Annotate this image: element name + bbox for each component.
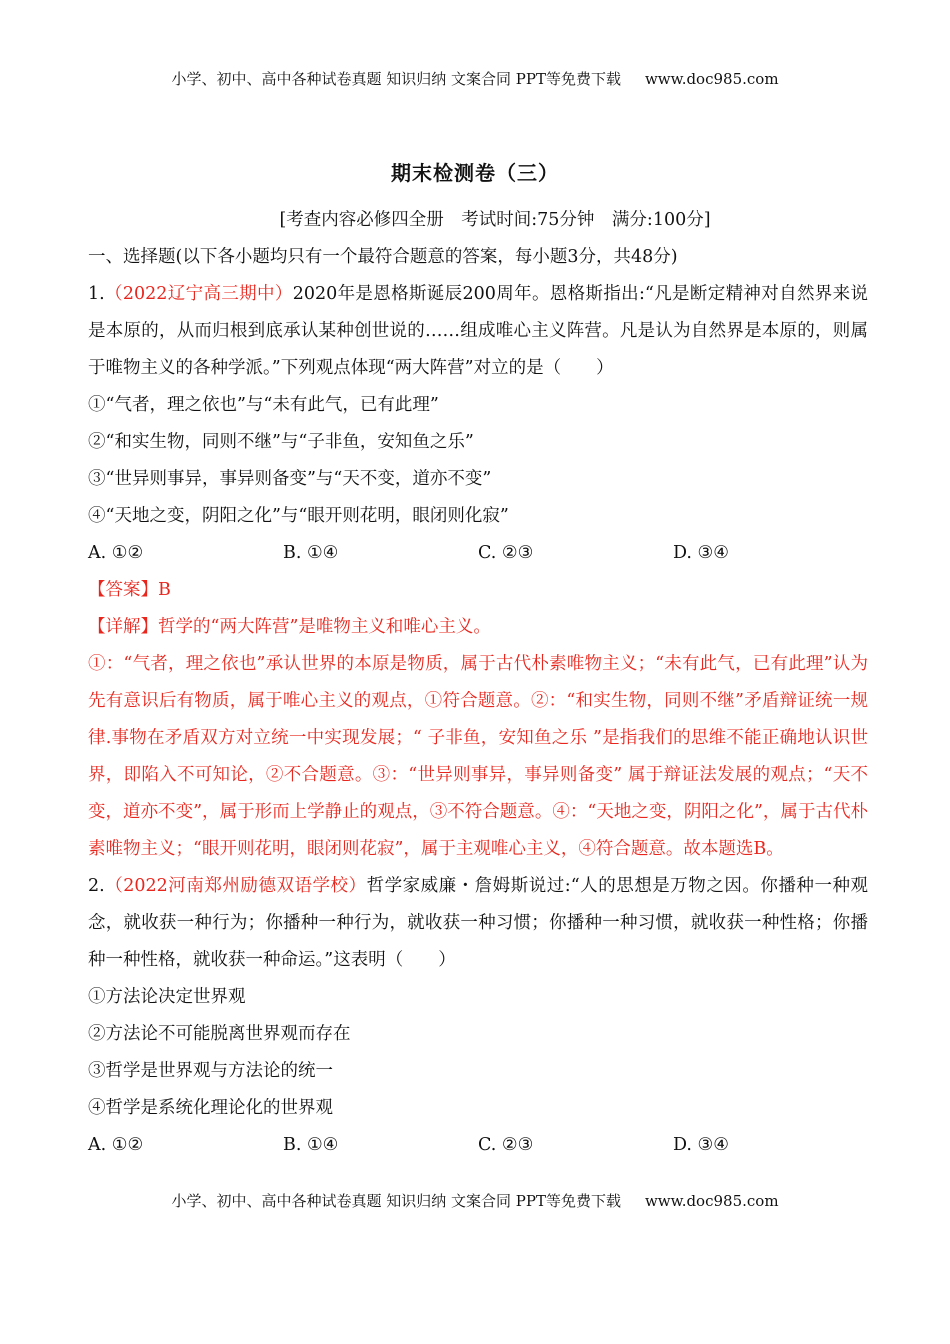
question-1-item: ③“世异则事异，事异则备变”与“天不变，道亦不变” xyxy=(88,469,492,489)
option-d: D. ③④ xyxy=(673,1135,729,1155)
question-2-stem: 2.（2022河南郑州励德双语学校）哲学家威廉・詹姆斯说过:“人的思想是万物之因。你播种一种观念，就收获一种行为；你播种一种行为，就收获一种习惯；你播种一种习惯，就收获一种性格；你播种一种性格，就收获一种命运。”这表明（ ） xyxy=(88,876,868,970)
page-header xyxy=(0,68,950,89)
question-1-options xyxy=(88,535,868,572)
question-2-item: ③哲学是世界观与方法论的统一 xyxy=(88,1061,333,1081)
footer-text: 小学、初中、高中各种试卷真题 知识归纳 文案合同 PPT等免费下载 xyxy=(171,1192,621,1210)
question-2-item: ②方法论不可能脱离世界观而存在 xyxy=(88,1024,351,1044)
question-1-detail-label: 【详解】哲学的“两大阵营”是唯物主义和唯心主义。 xyxy=(88,617,491,637)
question-1-detail: ①：“气者，理之依也”承认世界的本原是物质，属于古代朴素唯物主义；“未有此气，已有此理”认为先有意识后有物质，属于唯心主义的观点，①符合题意。②：“和实生物，同则不继”矛盾辩证统一规律.事物在矛盾双方对立统一中实现发展；“ 子非鱼，安知鱼之乐 ”是指我们的思维不能正确地认识世界，即陷入不可知论，②不合题意。③：“世异则事异，事异则备变” 属于辩证法发展的观点；“天不变，道亦不变”，属于形而上学静止的观点，③不符合题意。④：“天地之变，阴阳之化”，属于古代朴素唯物主义；“眼开则花明，眼闭则花寂”，属于主观唯心主义，④符合题意。故本题选B。 xyxy=(88,654,868,859)
question-2-item: ①方法论决定世界观 xyxy=(88,987,246,1007)
question-1-stem: 1.（2022辽宁高三期中）2020年是恩格斯诞辰200周年。恩格斯指出:“凡是断定精神对自然界来说是本原的，从而归根到底承认某种创世说的……组成唯心主义阵营。凡是认为自然界是本原的，则属于唯物主义的各种学派。”下列观点体现“两大阵营”对立的是（ ） xyxy=(88,284,868,378)
exam-body xyxy=(88,239,868,1164)
header-site[interactable]: www.doc985.com xyxy=(644,70,779,88)
option-b: B. ①④ xyxy=(283,543,339,563)
exam-info: [考查内容必修四全册 考试时间:75分钟 满分:100分] xyxy=(279,210,711,230)
question-2-item: ④哲学是系统化理论化的世界观 xyxy=(88,1098,333,1118)
header-text: 小学、初中、高中各种试卷真题 知识归纳 文案合同 PPT等免费下载 xyxy=(171,70,621,88)
question-1-source: （2022辽宁高三期中） xyxy=(104,284,293,304)
option-a: A. ①② xyxy=(88,1135,144,1155)
option-a: A. ①② xyxy=(88,543,144,563)
option-c: C. ②③ xyxy=(478,1135,534,1155)
question-1-item: ④“天地之变，阴阳之化”与“眼开则花明，眼闭则化寂” xyxy=(88,506,509,526)
page-title: 期末检测卷（三） xyxy=(391,161,559,185)
question-2-options xyxy=(88,1127,868,1164)
question-1-item: ②“和实生物，同则不继”与“子非鱼，安知鱼之乐” xyxy=(88,432,474,452)
footer-site[interactable]: www.doc985.com xyxy=(644,1192,779,1210)
option-c: C. ②③ xyxy=(478,543,534,563)
question-1-item: ①“气者，理之依也”与“未有此气，已有此理” xyxy=(88,395,439,415)
section-heading: 一、选择题(以下各小题均只有一个最符合题意的答案，每小题3分，共48分) xyxy=(88,247,678,267)
option-b: B. ①④ xyxy=(283,1135,339,1155)
question-1-answer: 【答案】B xyxy=(88,580,171,600)
question-2-source: （2022河南郑州励德双语学校） xyxy=(104,876,367,896)
page-footer xyxy=(0,1190,950,1211)
option-d: D. ③④ xyxy=(673,543,729,563)
